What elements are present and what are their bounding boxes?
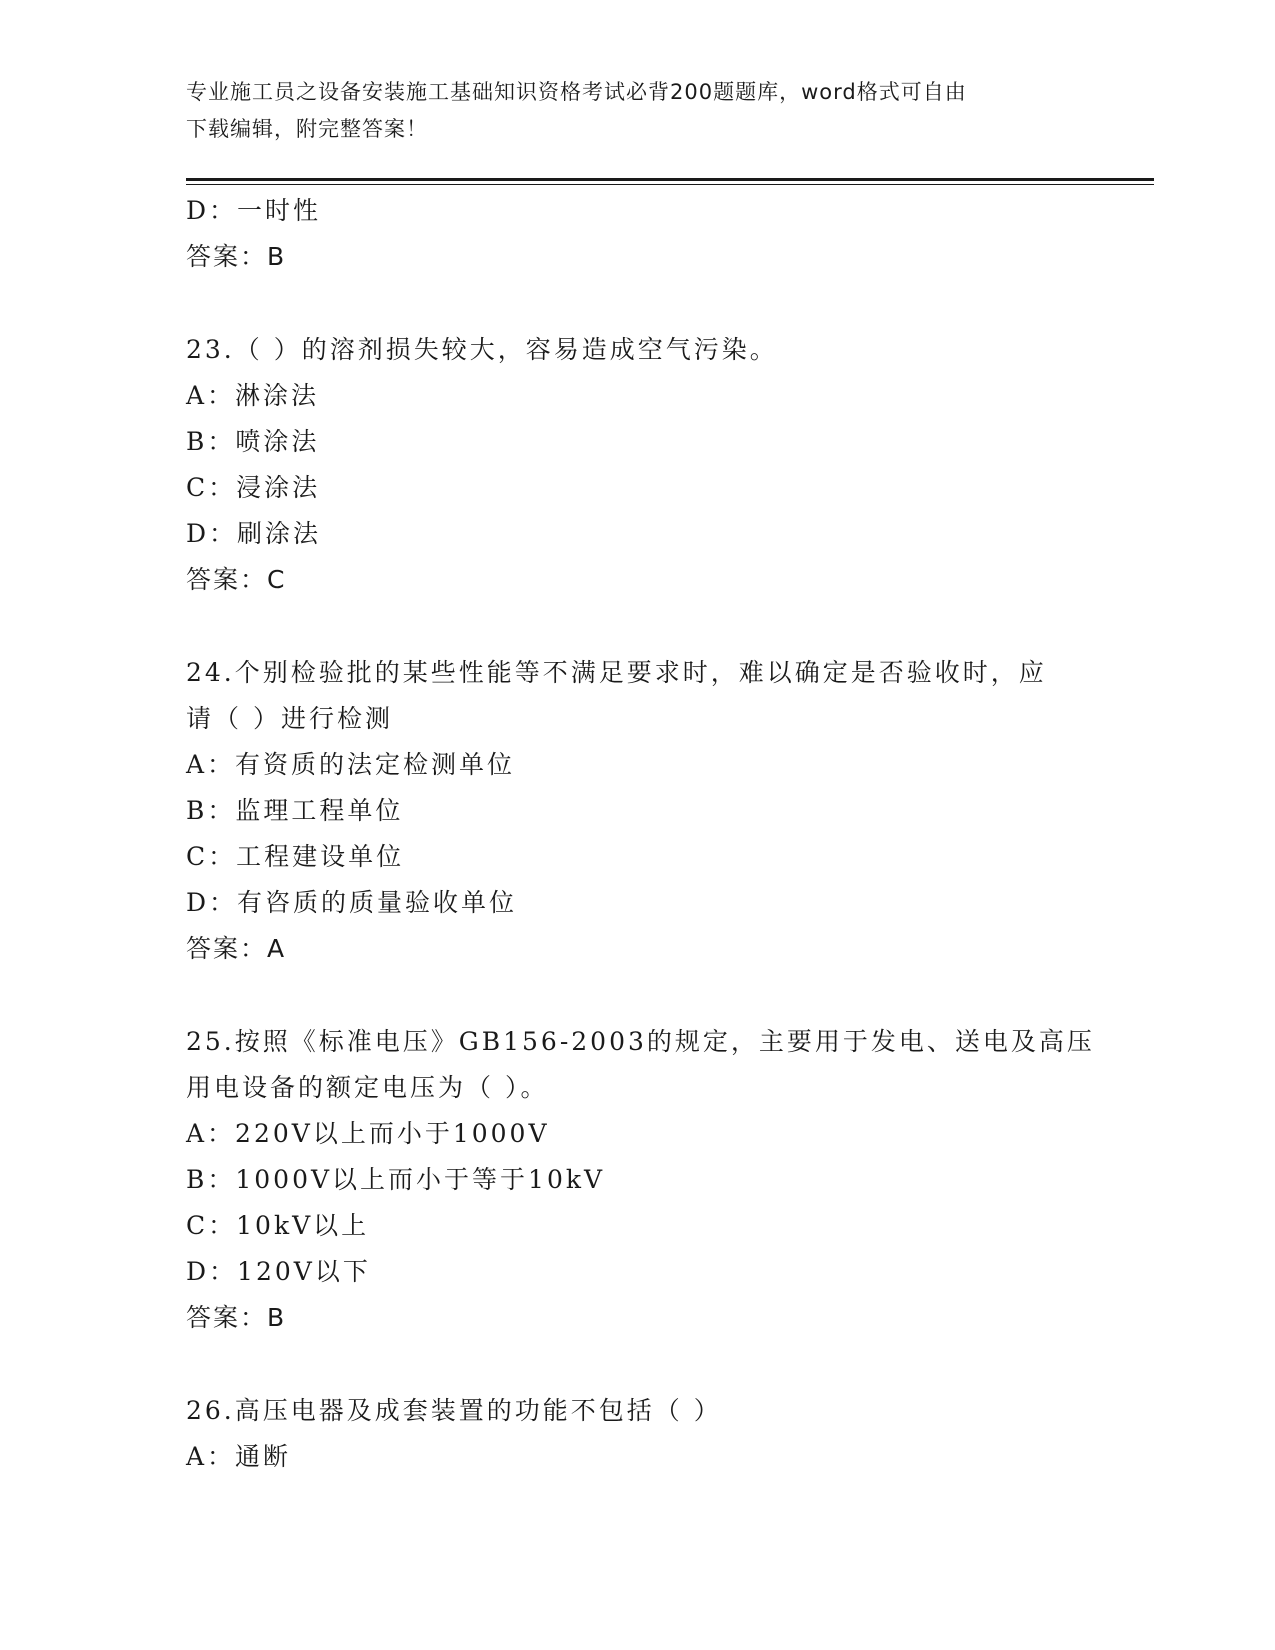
question-26 [186, 1388, 1086, 1480]
header-divider-thick [186, 178, 1154, 181]
answer-line: 答案：A [186, 934, 287, 963]
stem-line: 26.高压电器及成套装置的功能不包括（ ） [186, 1396, 722, 1425]
option-c: C：10kV以上 [186, 1211, 370, 1240]
stem-line: 用电设备的额定电压为（ ）。 [186, 1073, 549, 1102]
stem-line: 24.个别检验批的某些性能等不满足要求时，难以确定是否验收时，应 [186, 658, 1047, 687]
option-d: D：有咨质的质量验收单位 [186, 888, 518, 917]
question-25 [186, 1019, 1095, 1341]
question-23 [186, 327, 1086, 603]
option-c: C：浸涂法 [186, 473, 321, 502]
answer-line: 答案：B [186, 1303, 287, 1332]
question-24 [186, 650, 1086, 972]
stem-line: 23.（ ）的溶剂损失较大，容易造成空气污染。 [186, 335, 778, 364]
option-d: D：刷涂法 [186, 519, 322, 548]
option-a: A：通断 [186, 1442, 292, 1471]
question-stem [186, 1019, 1095, 1111]
option-b: B：1000V以上而小于等于10kV [186, 1165, 606, 1194]
header-line-1: 专业施工员之设备安装施工基础知识资格考试必背200题题库，word格式可自由 [186, 80, 967, 104]
option-a: A：淋涂法 [186, 381, 320, 410]
question-stem [186, 650, 1086, 742]
option-d: D：120V以下 [186, 1257, 371, 1286]
option-a: A：220V以上而小于1000V [186, 1119, 550, 1148]
stem-line: 请（ ）进行检测 [186, 704, 393, 733]
option-a: A：有资质的法定检测单位 [186, 750, 516, 779]
option-d: D：一时性 [186, 196, 322, 225]
question-stem [186, 1388, 1086, 1434]
header-line-2: 下载编辑，附完整答案！ [186, 117, 428, 141]
option-b: B：监理工程单位 [186, 796, 404, 825]
option-c: C：工程建设单位 [186, 842, 405, 871]
header-divider-thin [186, 184, 1154, 185]
question-22-tail [186, 188, 1086, 280]
question-list [186, 188, 1095, 1480]
stem-line: 25.按照《标准电压》GB156-2003的规定，主要用于发电、送电及高压 [186, 1027, 1095, 1056]
answer-line: 答案：C [186, 565, 287, 594]
answer-line: 答案：B [186, 242, 287, 271]
document-header [186, 74, 1066, 148]
question-stem [186, 327, 1086, 373]
option-b: B：喷涂法 [186, 427, 320, 456]
